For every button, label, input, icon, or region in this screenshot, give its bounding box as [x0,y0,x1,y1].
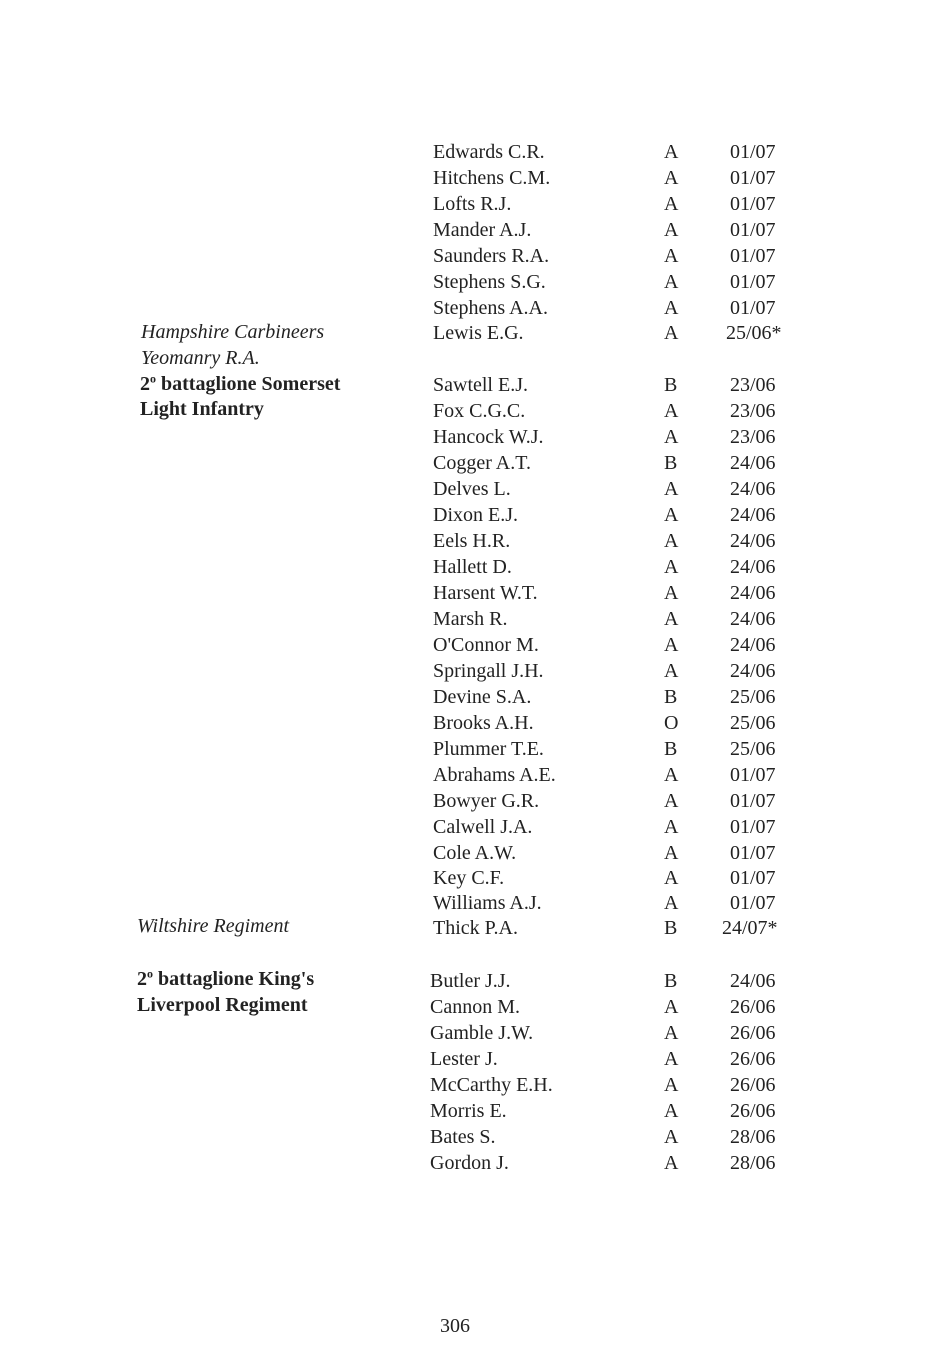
table-row [0,865,937,891]
date: 25/06 [730,686,776,708]
date: 26/06 [730,1048,776,1070]
table-row [0,994,937,1020]
soldier-name: Hallett D. [433,556,512,578]
soldier-name: Saunders R.A. [433,245,550,267]
table-row [0,710,937,736]
date: 24/06 [730,556,776,578]
date: 23/06 [730,374,776,396]
status-code: A [664,245,679,267]
status-code: A [664,167,679,189]
soldier-name: Stephens A.A. [433,297,548,319]
table-row [0,814,937,840]
date: 23/06 [730,400,776,422]
table-row [0,320,937,346]
date: 01/07 [730,892,776,914]
soldier-name: Williams A.J. [433,892,542,914]
soldier-name: Springall J.H. [433,660,544,682]
table-row [0,450,937,476]
date: 24/06 [730,504,776,526]
date: 24/06 [730,970,776,992]
status-code: A [664,842,679,864]
status-code: A [664,141,679,163]
date: 01/07 [730,141,776,163]
status-code: A [664,322,679,344]
status-code: A [664,634,679,656]
status-code: A [664,1152,679,1174]
status-code: A [664,426,679,448]
status-code: A [664,608,679,630]
status-code: A [664,1074,679,1096]
table-row [0,1098,937,1124]
soldier-name: Bowyer G.R. [433,790,540,812]
status-code: B [664,374,678,396]
date: 28/06 [730,1126,776,1148]
date: 24/06 [730,660,776,682]
date: 26/06 [730,1100,776,1122]
table-row [0,554,937,580]
date: 26/06 [730,996,776,1018]
date: 01/07 [730,842,776,864]
status-code: B [664,686,678,708]
date: 01/07 [730,816,776,838]
date: 01/07 [730,167,776,189]
soldier-name: Marsh R. [433,608,508,630]
ordinal-mark: o [150,371,156,386]
table-row [0,606,937,632]
date: 01/07 [730,245,776,267]
soldier-name: Devine S.A. [433,686,532,708]
soldier-name: Calwell J.A. [433,816,533,838]
status-code: A [664,193,679,215]
table-row [0,915,937,941]
date: 25/06 [730,712,776,734]
soldier-name: Brooks A.H. [433,712,534,734]
unit-label: Hampshire Carbineers [141,321,325,343]
date: 24/07* [722,917,778,939]
soldier-name: Sawtell E.J. [433,374,528,396]
unit-number: 2 [140,373,150,395]
date: 24/06 [730,452,776,474]
date: 28/06 [730,1152,776,1174]
soldier-name: Eels H.R. [433,530,511,552]
status-code: A [664,1100,679,1122]
status-code: A [664,816,679,838]
status-code: B [664,738,678,760]
unit-name: battaglione Somerset [156,373,341,395]
ordinal-mark: o [147,966,153,981]
table-row [0,736,937,762]
status-code: A [664,996,679,1018]
status-code: A [664,271,679,293]
status-code: A [664,530,679,552]
status-code: B [664,917,678,939]
date: 26/06 [730,1074,776,1096]
status-code: A [664,582,679,604]
date: 01/07 [730,867,776,889]
unit-label: Wiltshire Regiment [137,915,290,937]
soldier-name: Delves L. [433,478,511,500]
status-code: A [664,1048,679,1070]
table-row [0,502,937,528]
soldier-name: Hitchens C.M. [433,167,551,189]
table-row [0,684,937,710]
soldier-name: Cannon M. [430,996,520,1018]
soldier-name: Bates S. [430,1126,496,1148]
soldier-name: McCarthy E.H. [430,1074,553,1096]
table-row [0,1150,937,1176]
table-row [0,243,937,269]
table-row [0,217,937,243]
table-row [0,476,937,502]
date: 01/07 [730,271,776,293]
unit-number: 2 [137,968,147,990]
soldier-name: Edwards C.R. [433,141,545,163]
unit-label: Light Infantry [140,398,264,420]
status-code: A [664,556,679,578]
date: 24/06 [730,582,776,604]
date: 25/06* [726,322,782,344]
date: 01/07 [730,193,776,215]
soldier-name: Thick P.A. [433,917,518,939]
date: 24/06 [730,530,776,552]
table-row [0,165,937,191]
table-row [0,788,937,814]
soldier-name: O'Connor M. [433,634,539,656]
table-row [0,139,937,165]
date: 01/07 [730,219,776,241]
status-code: A [664,504,679,526]
date: 26/06 [730,1022,776,1044]
table-row [0,1020,937,1046]
page-number: 306 [440,1315,470,1337]
soldier-name: Hancock W.J. [433,426,544,448]
status-code: A [664,1126,679,1148]
soldier-name: Abrahams A.E. [433,764,556,786]
date: 24/06 [730,608,776,630]
table-row [0,1072,937,1098]
soldier-name: Fox C.G.C. [433,400,526,422]
unit-name: battaglione King's [153,968,315,990]
table-row [0,658,937,684]
date: 25/06 [730,738,776,760]
table-row [0,424,937,450]
status-code: A [664,764,679,786]
table-row [0,398,937,424]
table-row [0,372,937,398]
soldier-name: Gamble J.W. [430,1022,534,1044]
status-code: A [664,892,679,914]
soldier-name: Lofts R.J. [433,193,512,215]
status-code: O [664,712,679,734]
date: 01/07 [730,764,776,786]
soldier-name: Cole A.W. [433,842,517,864]
table-row [0,840,937,866]
table-row [0,269,937,295]
date: 01/07 [730,790,776,812]
date: 24/06 [730,478,776,500]
unit-label: Liverpool Regiment [137,994,308,1016]
soldier-name: Plummer T.E. [433,738,544,760]
status-code: B [664,970,678,992]
soldier-name: Harsent W.T. [433,582,538,604]
status-code: A [664,478,679,500]
date: 24/06 [730,634,776,656]
date: 23/06 [730,426,776,448]
soldier-name: Morris E. [430,1100,507,1122]
status-code: A [664,790,679,812]
status-code: A [664,660,679,682]
unit-label: Yeomanry R.A. [141,347,260,369]
status-code: A [664,219,679,241]
soldier-name: Dixon E.J. [433,504,518,526]
table-row [0,1124,937,1150]
table-row [0,762,937,788]
table-row [0,1046,937,1072]
soldier-name: Butler J.J. [430,970,511,992]
status-code: B [664,452,678,474]
table-row [0,528,937,554]
soldier-name: Gordon J. [430,1152,509,1174]
soldier-name: Mander A.J. [433,219,532,241]
table-row [0,580,937,606]
soldier-name: Key C.F. [433,867,505,889]
soldier-name: Lewis E.G. [433,322,524,344]
table-row [0,295,937,321]
soldier-name: Stephens S.G. [433,271,546,293]
soldier-name: Lester J. [430,1048,498,1070]
status-code: A [664,1022,679,1044]
date: 01/07 [730,297,776,319]
status-code: A [664,400,679,422]
soldier-name: Cogger A.T. [433,452,531,474]
status-code: A [664,867,679,889]
table-row [0,632,937,658]
table-row [0,968,937,994]
status-code: A [664,297,679,319]
table-row [0,191,937,217]
